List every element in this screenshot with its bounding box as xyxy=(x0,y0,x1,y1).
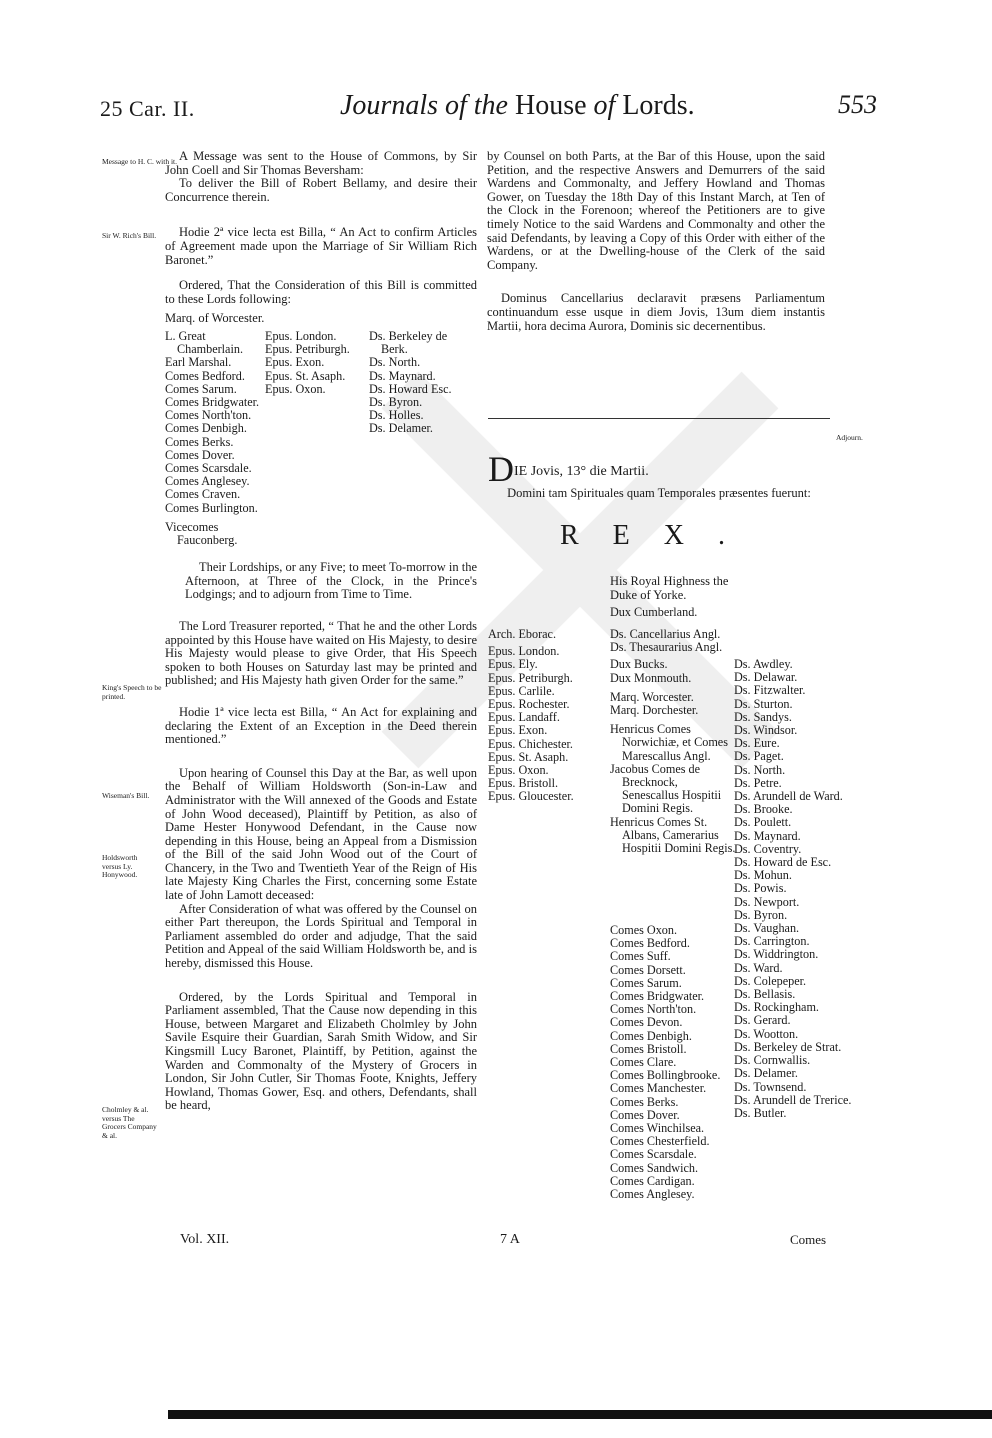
committee-member: Ds. Howard Esc. xyxy=(369,381,452,396)
message-paragraph: A Message was sent to the House of Commons, by Sir John Coell and Sir Thomas Beversham: xyxy=(165,149,477,177)
cholmley-order-continued: by Counsel on both Parts, at the Bar of this House, upon the said Petition, and the respective Answers and Demurrers of the said Wardens and Commonalty, and Jeffery Howland and Thomas Gower, on Tuesday the 18th Day of this Instant March, at Ten of the Clock in the Forenoon; whereof the Petitioners are to give timely Notice to the said Wardens and Commonalty and other the said Defendants, by leaving a Copy of this Order with either of the Wardens, or at the Dwelling-house of the Clerk of the said Company. xyxy=(487,149,825,272)
volume-signature: Vol. XII. xyxy=(180,1232,230,1247)
present-lord: Ds. Rockingham. xyxy=(734,1000,819,1015)
reign-heading: 25 Car. II. xyxy=(100,96,195,121)
present-lord: Comes Suff. xyxy=(610,949,671,964)
present-lord: Comes Bristoll. xyxy=(610,1041,687,1056)
present-lord: Comes Berks. xyxy=(610,1094,679,1109)
present-lord: Ds. Arundell de Ward. xyxy=(734,789,843,804)
present-lord: Comes Cardigan. xyxy=(610,1173,695,1188)
present-lord: Comes Winchilsea. xyxy=(610,1121,705,1136)
present-lord: Ds. Delawar. xyxy=(734,670,798,685)
present-lord: Ds. Sandys. xyxy=(734,709,792,724)
royal-highness: His Royal Highness the Duke of Yorke. xyxy=(610,574,729,602)
present-lord: Ds. Vaughan. xyxy=(734,921,800,936)
present-lord: Ds. Colepeper. xyxy=(734,973,807,988)
present-lord: Comes Bollingbrooke. xyxy=(610,1068,721,1083)
present-lord: Ds. North. xyxy=(734,762,786,777)
committee-member: Comes Bedford. xyxy=(165,368,245,383)
present-lord: Comes Sarum. xyxy=(610,975,682,990)
title-house: House xyxy=(515,90,587,121)
present-lord: Dux Bucks. xyxy=(610,657,668,672)
day-heading-text: IE Jovis, 13° die Martii. xyxy=(514,464,649,479)
committee-member: Comes Anglesey. xyxy=(165,474,250,489)
committee-member: Comes Denbigh. xyxy=(165,421,247,436)
present-lord: Henricus Comes St. Albans, Camerarius Hospitii Domini Regis. xyxy=(610,814,736,856)
margin-note-adjourn: Adjourn. xyxy=(836,433,863,442)
present-lord: Ds. Howard de Esc. xyxy=(734,855,832,870)
committee-meeting-paragraph: Their Lordships, or any Five; to meet To-morrow in the Afternoon, at Three of the Clock, in the Prince's Lodgings; and to adjourn from Time to Time. xyxy=(185,560,478,602)
committee-list xyxy=(165,330,477,547)
present-lord: Comes Chesterfield. xyxy=(610,1134,710,1149)
catchword: Comes xyxy=(790,1232,827,1247)
title-of-the: of the xyxy=(445,90,508,121)
present-lord: Ds. Brooke. xyxy=(734,802,793,817)
committee-member: Comes Sarum. xyxy=(165,381,237,396)
present-lord: Epus. Petriburgh. xyxy=(488,670,573,685)
present-lord: Comes Sandwich. xyxy=(610,1160,699,1175)
present-lord: Ds. Gerard. xyxy=(734,1013,791,1028)
present-lord: Ds. Byron. xyxy=(734,907,788,922)
margin-note-rich-bill: Sir W. Rich's Bill. xyxy=(102,231,157,240)
committee-member: Comes Craven. xyxy=(165,487,241,502)
printer-signature: 7 A xyxy=(500,1232,520,1247)
barons-list xyxy=(734,658,874,1120)
present-lord: Ds. Carrington. xyxy=(734,934,810,949)
committee-member: Epus. London. xyxy=(265,328,337,343)
present-lord: Comes North'ton. xyxy=(610,1002,697,1017)
committee-member: L. Great Chamberlain. xyxy=(165,328,243,357)
kings-speech-paragraph: The Lord Treasurer reported, “ That he and the other Lords appointed by this House have waited on His Majesty, to desire His Majesty would please to give Order, that His Speech spoken to both Houses on Saturday last may be printed and published; and His Majesty hath given Order for the same.” xyxy=(165,618,477,688)
title-journals: Journals xyxy=(340,90,438,121)
left-column xyxy=(165,150,477,1113)
present-lord: Comes Clare. xyxy=(610,1055,677,1070)
present-lord: Comes Oxon. xyxy=(610,923,678,937)
present-lord: Comes Anglesey. xyxy=(610,1187,695,1202)
present-lord: Ds. Delamer. xyxy=(734,1066,798,1081)
present-lord: Ds. Newport. xyxy=(734,894,800,909)
present-lord: Ds. Bellasis. xyxy=(734,987,796,1002)
present-lord: Ds. Mohun. xyxy=(734,868,792,883)
margin-note-kings-speech: King's Speech to be printed. xyxy=(102,683,162,701)
committee-member: Comes Bridgwater. xyxy=(165,394,260,409)
committee-bishops xyxy=(265,330,369,547)
committee-member: Comes Berks. xyxy=(165,434,234,449)
deliver-bill-paragraph: To deliver the Bill of Robert Bellamy, and desire their Concurrence therein. xyxy=(165,176,477,204)
present-lord: Ds. Berkeley de Strat. xyxy=(734,1039,842,1054)
present-lord: Ds. Fitzwalter. xyxy=(734,683,806,698)
present-lord: Epus. St. Asaph. xyxy=(488,749,569,764)
present-lord: Epus. Gloucester. xyxy=(488,789,574,804)
committee-member: Ds. Maynard. xyxy=(369,368,436,383)
scan-edge-bar xyxy=(168,1410,992,1419)
present-lord: Comes Devon. xyxy=(610,1015,683,1030)
present-lord: Ds. Awdley. xyxy=(734,657,793,671)
present-lord: Arch. Eborac. xyxy=(488,627,557,641)
present-lord: Ds. Powis. xyxy=(734,881,787,896)
present-lord: Epus. Chichester. xyxy=(488,736,573,751)
present-lord: Comes Bridgwater. xyxy=(610,989,705,1004)
present-lord: Ds. Maynard. xyxy=(734,828,801,843)
attendance-heading: Domini tam Spirituales quam Temporales præsentes fuerunt: xyxy=(507,486,811,500)
present-lord: Comes Manchester. xyxy=(610,1081,707,1096)
present-lord: Epus. Ely. xyxy=(488,657,538,672)
earls-list xyxy=(610,924,734,1201)
present-lord: Epus. London. xyxy=(488,644,560,659)
present-lord: Ds. Windsor. xyxy=(734,723,798,738)
present-lord: Ds. Townsend. xyxy=(734,1079,807,1094)
present-lord: Ds. Arundell de Trerice. xyxy=(734,1092,852,1107)
committee-member: Ds. Berkeley de Berk. xyxy=(369,328,448,357)
margin-note-message: Message to H. C. with it. xyxy=(102,157,177,166)
present-lord: Ds. Poulett. xyxy=(734,815,792,830)
present-lord: Epus. Exon. xyxy=(488,723,548,738)
present-lord: Jacobus Comes de Brecknock, Senescallus Hospitii Domini Regis. xyxy=(610,761,722,816)
present-lord: Epus. Bristoll. xyxy=(488,776,559,791)
present-lord: Ds. Widdrington. xyxy=(734,947,819,962)
present-lord: Ds. Cornwallis. xyxy=(734,1053,811,1068)
committee-earls xyxy=(165,330,265,547)
present-lord: Comes Dover. xyxy=(610,1107,680,1122)
committee-member: Epus. St. Asaph. xyxy=(265,368,346,383)
committee-barons xyxy=(369,330,473,547)
present-lord: Epus. Rochester. xyxy=(488,697,570,712)
present-lord: Ds. Sturton. xyxy=(734,696,793,711)
present-lord: Ds. Butler. xyxy=(734,1105,787,1120)
committee-member: Epus. Exon. xyxy=(265,355,325,370)
margin-note-holdsworth: Holdsworth versus Ly. Honywood. xyxy=(102,853,138,879)
present-lord: Henricus Comes Norwichiæ, et Comes Marescallus Angl. xyxy=(610,722,728,763)
present-lord: Comes Denbigh. xyxy=(610,1028,692,1043)
present-lord: Epus. Carlile. xyxy=(488,683,555,698)
margin-note-cholmley: Cholmley & al. versus The Grocers Company & al. xyxy=(102,1105,157,1140)
present-lord: Epus. Oxon. xyxy=(488,763,549,778)
journal-title xyxy=(340,90,695,122)
rex-heading: REX. xyxy=(560,520,759,551)
present-lord: Comes Scarsdale. xyxy=(610,1147,697,1162)
committee-member: Comes Scarsdale. xyxy=(165,460,252,475)
present-lord: Epus. Landaff. xyxy=(488,710,560,725)
holdsworth-judgment: After Consideration of what was offered by the Counsel on either Part thereupon, the Lords Spiritual and Temporal in Parliament assembled do order and adjudge, That the said Petition and Appeal of the said William Holdsworth be, and is hereby, dismissed this House. xyxy=(165,901,477,971)
committee-member: Comes Burlington. xyxy=(165,500,258,515)
margin-note-wiseman: Wiseman's Bill. xyxy=(102,791,150,800)
right-column xyxy=(487,150,825,333)
adjournment-paragraph: Dominus Cancellarius declaravit præsens Parliamentum continuandum esse usque in diem Jovis, 13um diem instantis Martii, hora decima Aurora, Dominis sic decernentibus. xyxy=(487,291,825,333)
committee-member: Ds. Delamer. xyxy=(369,421,433,436)
committee-member: Vicecomes Fauconberg. xyxy=(165,519,238,547)
officers-list xyxy=(610,628,736,855)
present-lord: Ds. Coventry. xyxy=(734,841,802,856)
title-lords: Lords. xyxy=(622,90,695,121)
committee-member: Comes North'ton. xyxy=(165,408,252,423)
section-divider xyxy=(488,418,830,419)
present-lord: Ds. Paget. xyxy=(734,749,784,764)
day-heading xyxy=(488,448,649,490)
committee-member: Comes Dover. xyxy=(165,447,235,462)
present-lord: Dux Monmouth. xyxy=(610,670,692,685)
present-lord: Marq. Dorchester. xyxy=(610,703,699,718)
rich-bill-reading: Hodie 2ª vice lecta est Billa, “ An Act to confirm Articles of Agreement made upon the Marriage of Sir William Rich Baronet.” xyxy=(165,225,477,267)
dux-cumberland: Dux Cumberland. xyxy=(610,605,698,619)
committee-marquess: Marq. of Worcester. xyxy=(165,311,265,326)
committee-member: Epus. Petriburgh. xyxy=(265,342,350,357)
wiseman-bill-paragraph: Hodie 1ª vice lecta est Billa, “ An Act for explaining and declaring the Extent of an Exception in the Deed therein mentioned.” xyxy=(165,704,477,747)
present-lord: Ds. Eure. xyxy=(734,736,780,751)
committee-member: Earl Marshal. xyxy=(165,355,232,370)
committee-member: Epus. Oxon. xyxy=(265,381,326,396)
present-lord: Ds. Petre. xyxy=(734,775,782,790)
bishops-list xyxy=(488,628,608,804)
page-number: 553 xyxy=(838,90,877,119)
committee-member: Ds. North. xyxy=(369,355,421,370)
present-lord: Ds. Thesaurarius Angl. xyxy=(610,640,723,655)
present-lord: Ds. Cancellarius Angl. xyxy=(610,627,721,641)
cholmley-order: Ordered, by the Lords Spiritual and Temporal in Parliament assembled, That the Cause now depending in this House, between Margaret and Elizabeth Cholmley by John Savile Esquire their Guardian, Sarah Smith Widow, and Sir Kingsmill Lucy Baronet, Plaintiff, by Petition, against the Warden and Commonalty of the Mystery of Grocers in London, Sir John Cutler, Sir Thomas Foote, Knights, Jeffery Howland, Thomas Gower, Esq. and others, Defendants, shall be heard, xyxy=(165,989,477,1113)
holdsworth-paragraph: Upon hearing of Counsel this Day at the Bar, as well upon the Behalf of William Holdsworth (Son-in-Law and Administrator with the Will annexed of the Goods and Estate of John Wood deceased), Plaintiff by Petition, as also of Dame Hester Honywood Defendant, in the Cause now depending in this House, being an Appeal from a Dismission of the Bill of the said John Wood out of the Court of Chancery, in the Two and Twentieth Year of the Reign of His late Majesty King Charles the First, concerning some Estate late of John Lamott deceased: xyxy=(165,765,477,903)
committee-order: Ordered, That the Consideration of this Bill is committed to these Lords following: xyxy=(165,278,477,306)
present-lord: Ds. Ward. xyxy=(734,960,783,975)
title-of: of xyxy=(593,90,616,121)
present-lord: Ds. Wootton. xyxy=(734,1026,799,1041)
day-heading-initial: D xyxy=(488,449,514,489)
committee-member: Ds. Holles. xyxy=(369,408,424,423)
present-lord: Comes Dorsett. xyxy=(610,962,686,977)
present-lord: Comes Bedford. xyxy=(610,936,690,951)
present-lord: Marq. Worcester. xyxy=(610,689,694,704)
committee-member: Ds. Byron. xyxy=(369,394,423,409)
